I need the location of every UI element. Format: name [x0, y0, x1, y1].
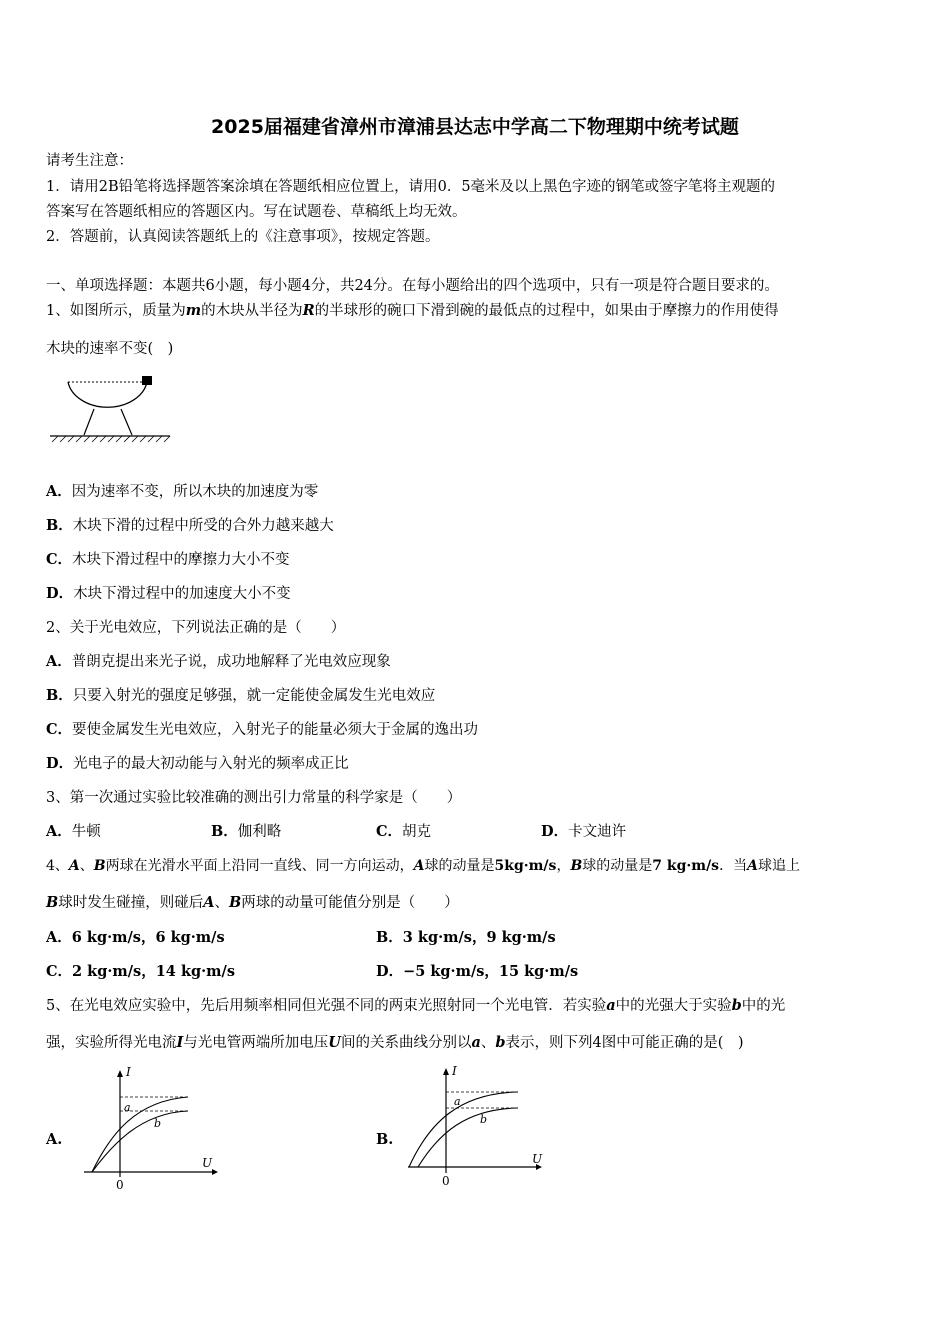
q3-option-b: B．伽利略: [211, 823, 282, 840]
svg-text:U: U: [202, 1156, 213, 1170]
q4-option-c: C．2 kg·m/s，14 kg·m/s: [46, 963, 235, 980]
svg-text:a: a: [124, 1101, 131, 1114]
svg-text:I: I: [452, 1064, 457, 1078]
q3-option-d: D．卡文迪许: [541, 823, 627, 840]
q1-option-c: C．木块下滑过程中的摩擦力大小不变: [46, 551, 290, 568]
page-title: 2025届福建省漳州市漳浦县达志中学高二下物理期中统考试题: [211, 116, 739, 138]
bowl-figure: [46, 372, 176, 444]
q5-stem-line2: 强，实验所得光电流I与光电管两端所加电压U间的关系曲线分别以a、b表示，则下列4图中可能正确的是( ): [46, 1034, 744, 1051]
svg-text:U: U: [532, 1152, 543, 1166]
q5-graph-a: [80, 1065, 220, 1195]
q5-option-b-label: B.: [376, 1131, 394, 1148]
notice-heading: 请考生注意：: [46, 153, 133, 169]
q3-stem: 3、第一次通过实验比较准确的测出引力常量的科学家是（ ）: [46, 790, 462, 806]
q3-option-c: C．胡克: [376, 823, 432, 840]
q5-option-a-label: A.: [46, 1131, 63, 1148]
svg-text:I: I: [126, 1065, 131, 1079]
q4-stem-line2: B球时发生碰撞，则碰后A、B两球的动量可能值分别是（ ）: [46, 894, 459, 911]
svg-text:b: b: [480, 1113, 488, 1126]
q4-option-a: A．6 kg·m/s，6 kg·m/s: [46, 929, 225, 946]
q4-stem-line1: 4、A、B两球在光滑水平面上沿同一直线、同一方向运动，A球的动量是5kg·m/s，B球的动量是7 kg·m/s．当A球追上: [46, 858, 800, 874]
notice-item-2: 2．答题前，认真阅读答题纸上的《注意事项》，按规定答题。: [46, 229, 440, 245]
svg-text:b: b: [154, 1117, 162, 1130]
notice-item-1b: 答案写在答题纸相应的答题区内。写在试题卷、草稿纸上均无效。: [46, 204, 467, 220]
q2-option-c: C．要使金属发生光电效应，入射光子的能量必须大于金属的逸出功: [46, 721, 479, 738]
q2-stem: 2、关于光电效应，下列说法正确的是（ ）: [46, 620, 346, 636]
q1-option-a: A．因为速率不变，所以木块的加速度为零: [46, 483, 319, 500]
q1-stem-line1: 1、如图所示，质量为m的木块从半径为R的半球形的碗口下滑到碗的最低点的过程中，如果由于摩擦力的作用使得: [46, 302, 779, 319]
q3-option-a: A．牛顿: [46, 823, 101, 840]
svg-text:0: 0: [116, 1178, 124, 1192]
block-icon: [142, 376, 152, 385]
q1-option-d: D．木块下滑过程中的加速度大小不变: [46, 585, 291, 602]
section-1-heading: 一、单项选择题：本题共6小题，每小题4分，共24分。在每小题给出的四个选项中，只有一项是符合题目要求的。: [46, 278, 779, 294]
q5-stem-line1: 5、在光电效应实验中，先后用频率相同但光强不同的两束光照射同一个光电管．若实验a中的光强大于实验b中的光: [46, 997, 786, 1014]
notice-item-1a: 1．请用2B铅笔将选择题答案涂填在答题纸相应位置上，请用0．5毫米及以上黑色字迹的钢笔或签字笔将主观题的: [46, 179, 776, 195]
q1-option-b: B．木块下滑的过程中所受的合外力越来越大: [46, 517, 334, 534]
q4-option-d: D．−5 kg·m/s，15 kg·m/s: [376, 963, 579, 980]
q2-option-d: D．光电子的最大初动能与入射光的频率成正比: [46, 755, 349, 772]
q2-option-a: A．普朗克提出来光子说，成功地解释了光电效应现象: [46, 653, 391, 670]
q2-option-b: B．只要入射光的强度足够强，就一定能使金属发生光电效应: [46, 687, 436, 704]
q4-option-b: B．3 kg·m/s，9 kg·m/s: [376, 929, 556, 946]
svg-text:a: a: [454, 1095, 461, 1108]
q1-stem-line2: 木块的速率不变( ): [46, 341, 174, 357]
svg-text:0: 0: [442, 1174, 450, 1188]
q5-graph-b: [404, 1063, 549, 1191]
